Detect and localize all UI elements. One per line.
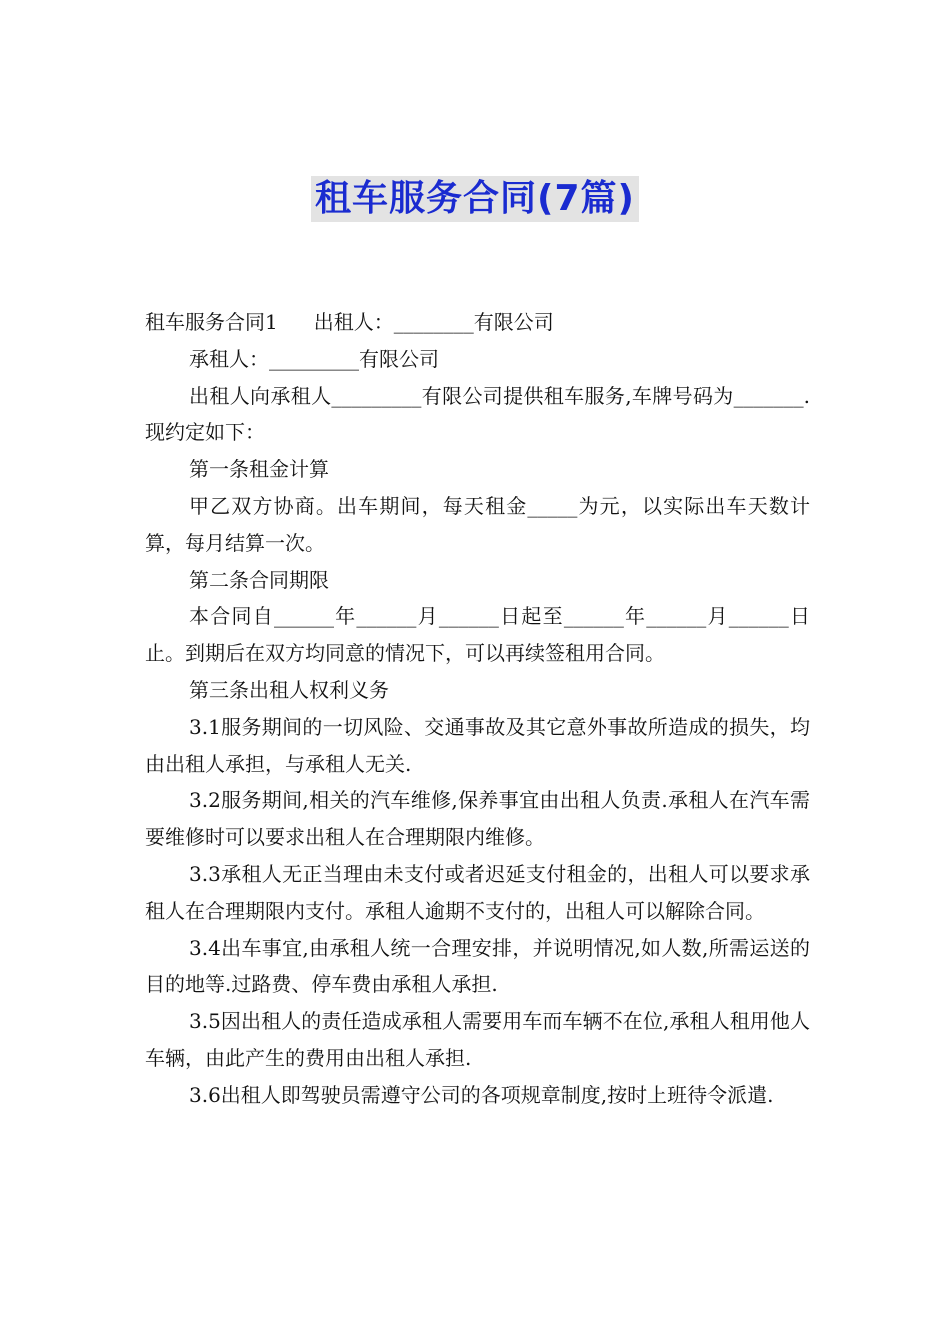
section-heading: 第二条合同期限: [189, 567, 329, 592]
clause: 3.3承租人无正当理由未支付或者迟延支付租金的，出租人可以要求承租人在合理期限内支付。承租人逾期不支付的，出租人可以解除合同。: [145, 861, 810, 923]
title-container: [0, 176, 950, 222]
lessor-line: 出租人：________有限公司: [313, 310, 554, 334]
clause: 3.2服务期间,相关的汽车维修,保养事宜由出租人负责.承租人在汽车需要维修时可以要求出租人在合理期限内维修。: [145, 788, 810, 850]
clause: 3.4出车事宜,由承租人统一合理安排，并说明情况,如人数,所需运送的目的地等.过路费、停车费由承租人承担.: [145, 935, 810, 997]
clause: 3.5因出租人的责任造成承租人需要用车而车辆不在位,承租人租用他人车辆，由此产生的费用由出租人承担.: [145, 1009, 810, 1070]
clause: 3.1服务期间的一切风险、交通事故及其它意外事故所造成的损失，均由出租人承担，与承租人无关.: [145, 714, 810, 776]
clause: 3.6出租人即驾驶员需遵守公司的各项规章制度,按时上班待令派遣.: [189, 1082, 774, 1107]
document-body: [145, 304, 810, 1114]
paragraph: 承租人：_________有限公司: [189, 346, 439, 371]
section-heading: 第三条出租人权利义务: [189, 677, 389, 702]
paragraph: 出租人向承租人_________有限公司提供租车服务,车牌号码为_______.现约定如下：: [145, 383, 810, 445]
contract-heading: 租车服务合同1: [145, 310, 278, 334]
paragraph: 本合同自______年______月______日起至______年______月______日止。到期后在双方均同意的情况下，可以再续签租用合同。: [145, 604, 810, 666]
paragraph: 甲乙双方协商。出车期间，每天租金_____为元，以实际出车天数计算，每月结算一次。: [145, 493, 810, 555]
section-heading: 第一条租金计算: [189, 457, 329, 482]
opening-line: [145, 304, 810, 341]
document-title: 租车服务合同(7篇): [311, 176, 639, 222]
